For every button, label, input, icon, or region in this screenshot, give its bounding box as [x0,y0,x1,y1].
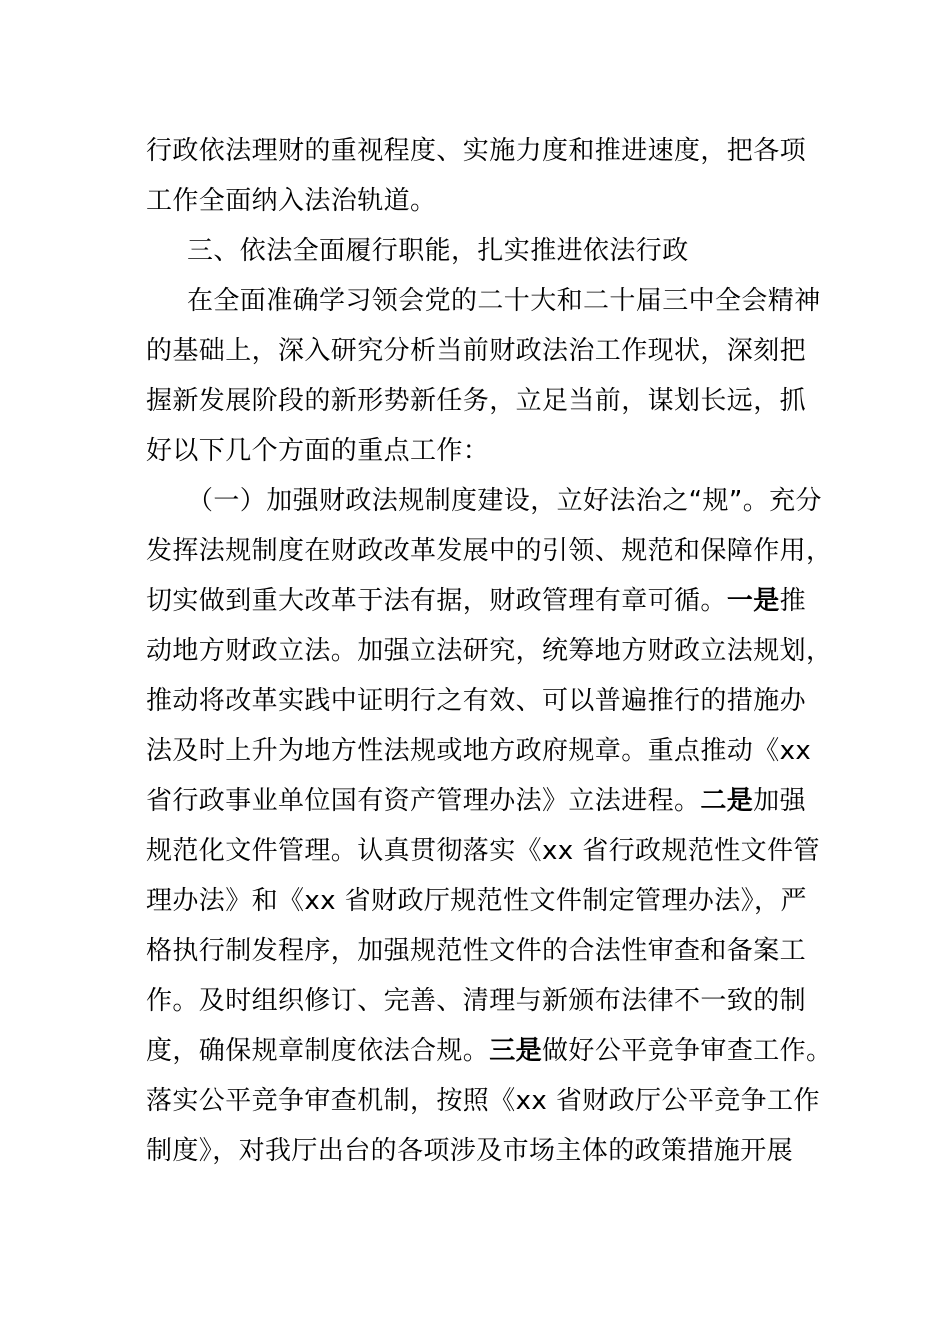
text-segment: 切实做到重大改革于法有据，财政管理有章可循。 [146,586,727,616]
text-line [146,1086,820,1116]
text-line [146,686,806,716]
text-segment: 行政依法理财的重视程度、实施力度和推进速度，把各项 [146,136,807,166]
text-line [146,186,436,216]
text-segment: 推 [779,586,807,616]
text-segment: 省行政事业单位国有资产管理办法》立法进程。 [146,786,701,816]
text-line [187,286,821,316]
text-segment: 法及时上升为地方性法规或地方政府规章。重点推动《xx [146,736,812,766]
text-segment: 的基础上，深入研究分析当前财政法治工作现状，深刻把 [146,336,807,366]
text-line [146,386,806,416]
text-line [146,436,489,466]
text-segment: 推动将改革实践中证明行之有效、可以普遍推行的措施办 [146,686,807,716]
text-segment: 制度》，对我厅出台的各项涉及市场主体的政策措施开展 [146,1136,794,1166]
text-line [146,336,806,366]
text-segment: 握新发展阶段的新形势新任务，立足当前，谋划长远，抓 [146,386,807,416]
text-line [146,836,820,866]
text-line [146,886,807,916]
text-segment: 三、依法全面履行职能，扎实推进依法行政 [187,236,689,266]
text-line [146,786,806,816]
text-segment: 做好公平竞争审查工作。 [542,1036,833,1066]
text-segment: 度，确保规章制度依法合规。 [146,1036,490,1066]
text-segment: 格执行制发程序，加强规范性文件的合法性审查和备案工 [146,936,807,966]
text-segment: 在全面准确学习领会党的二十大和二十届三中全会精神 [187,286,821,316]
subsection-heading [187,486,822,516]
text-segment: 规范化文件管理。认真贯彻落实《xx 省行政规范性文件管 [146,836,820,866]
text-segment: 落实公平竞争审查机制，按照《xx 省财政厅公平竞争工作 [146,1086,820,1116]
text-line [146,986,806,1016]
text-segment: 发挥法规制度在财政改革发展中的引领、规范和保障作用， [146,536,833,566]
text-segment: 理办法》和《xx 省财政厅规范性文件制定管理办法》，严 [146,886,807,916]
bold-marker: 一是 [726,586,780,616]
text-segment: 好以下几个方面的重点工作： [146,436,490,466]
text-line [146,1036,832,1066]
section-heading [187,236,689,266]
text-segment: 动地方财政立法。加强立法研究，统筹地方财政立法规划， [146,636,833,666]
text-line [146,536,832,566]
text-line [146,1136,793,1166]
text-segment: （一）加强财政法规制度建设，立好法治之“规”。充分 [187,486,822,516]
bold-marker: 三是 [489,1036,543,1066]
text-segment: 加强 [753,786,807,816]
text-line [146,586,806,616]
text-segment: 作。及时组织修订、完善、清理与新颁布法律不一致的制 [146,986,807,1016]
text-line [146,636,832,666]
text-line [146,136,806,166]
text-segment: 工作全面纳入法治轨道。 [146,186,437,216]
bold-marker: 二是 [700,786,754,816]
text-line [146,936,806,966]
text-line [146,736,811,766]
